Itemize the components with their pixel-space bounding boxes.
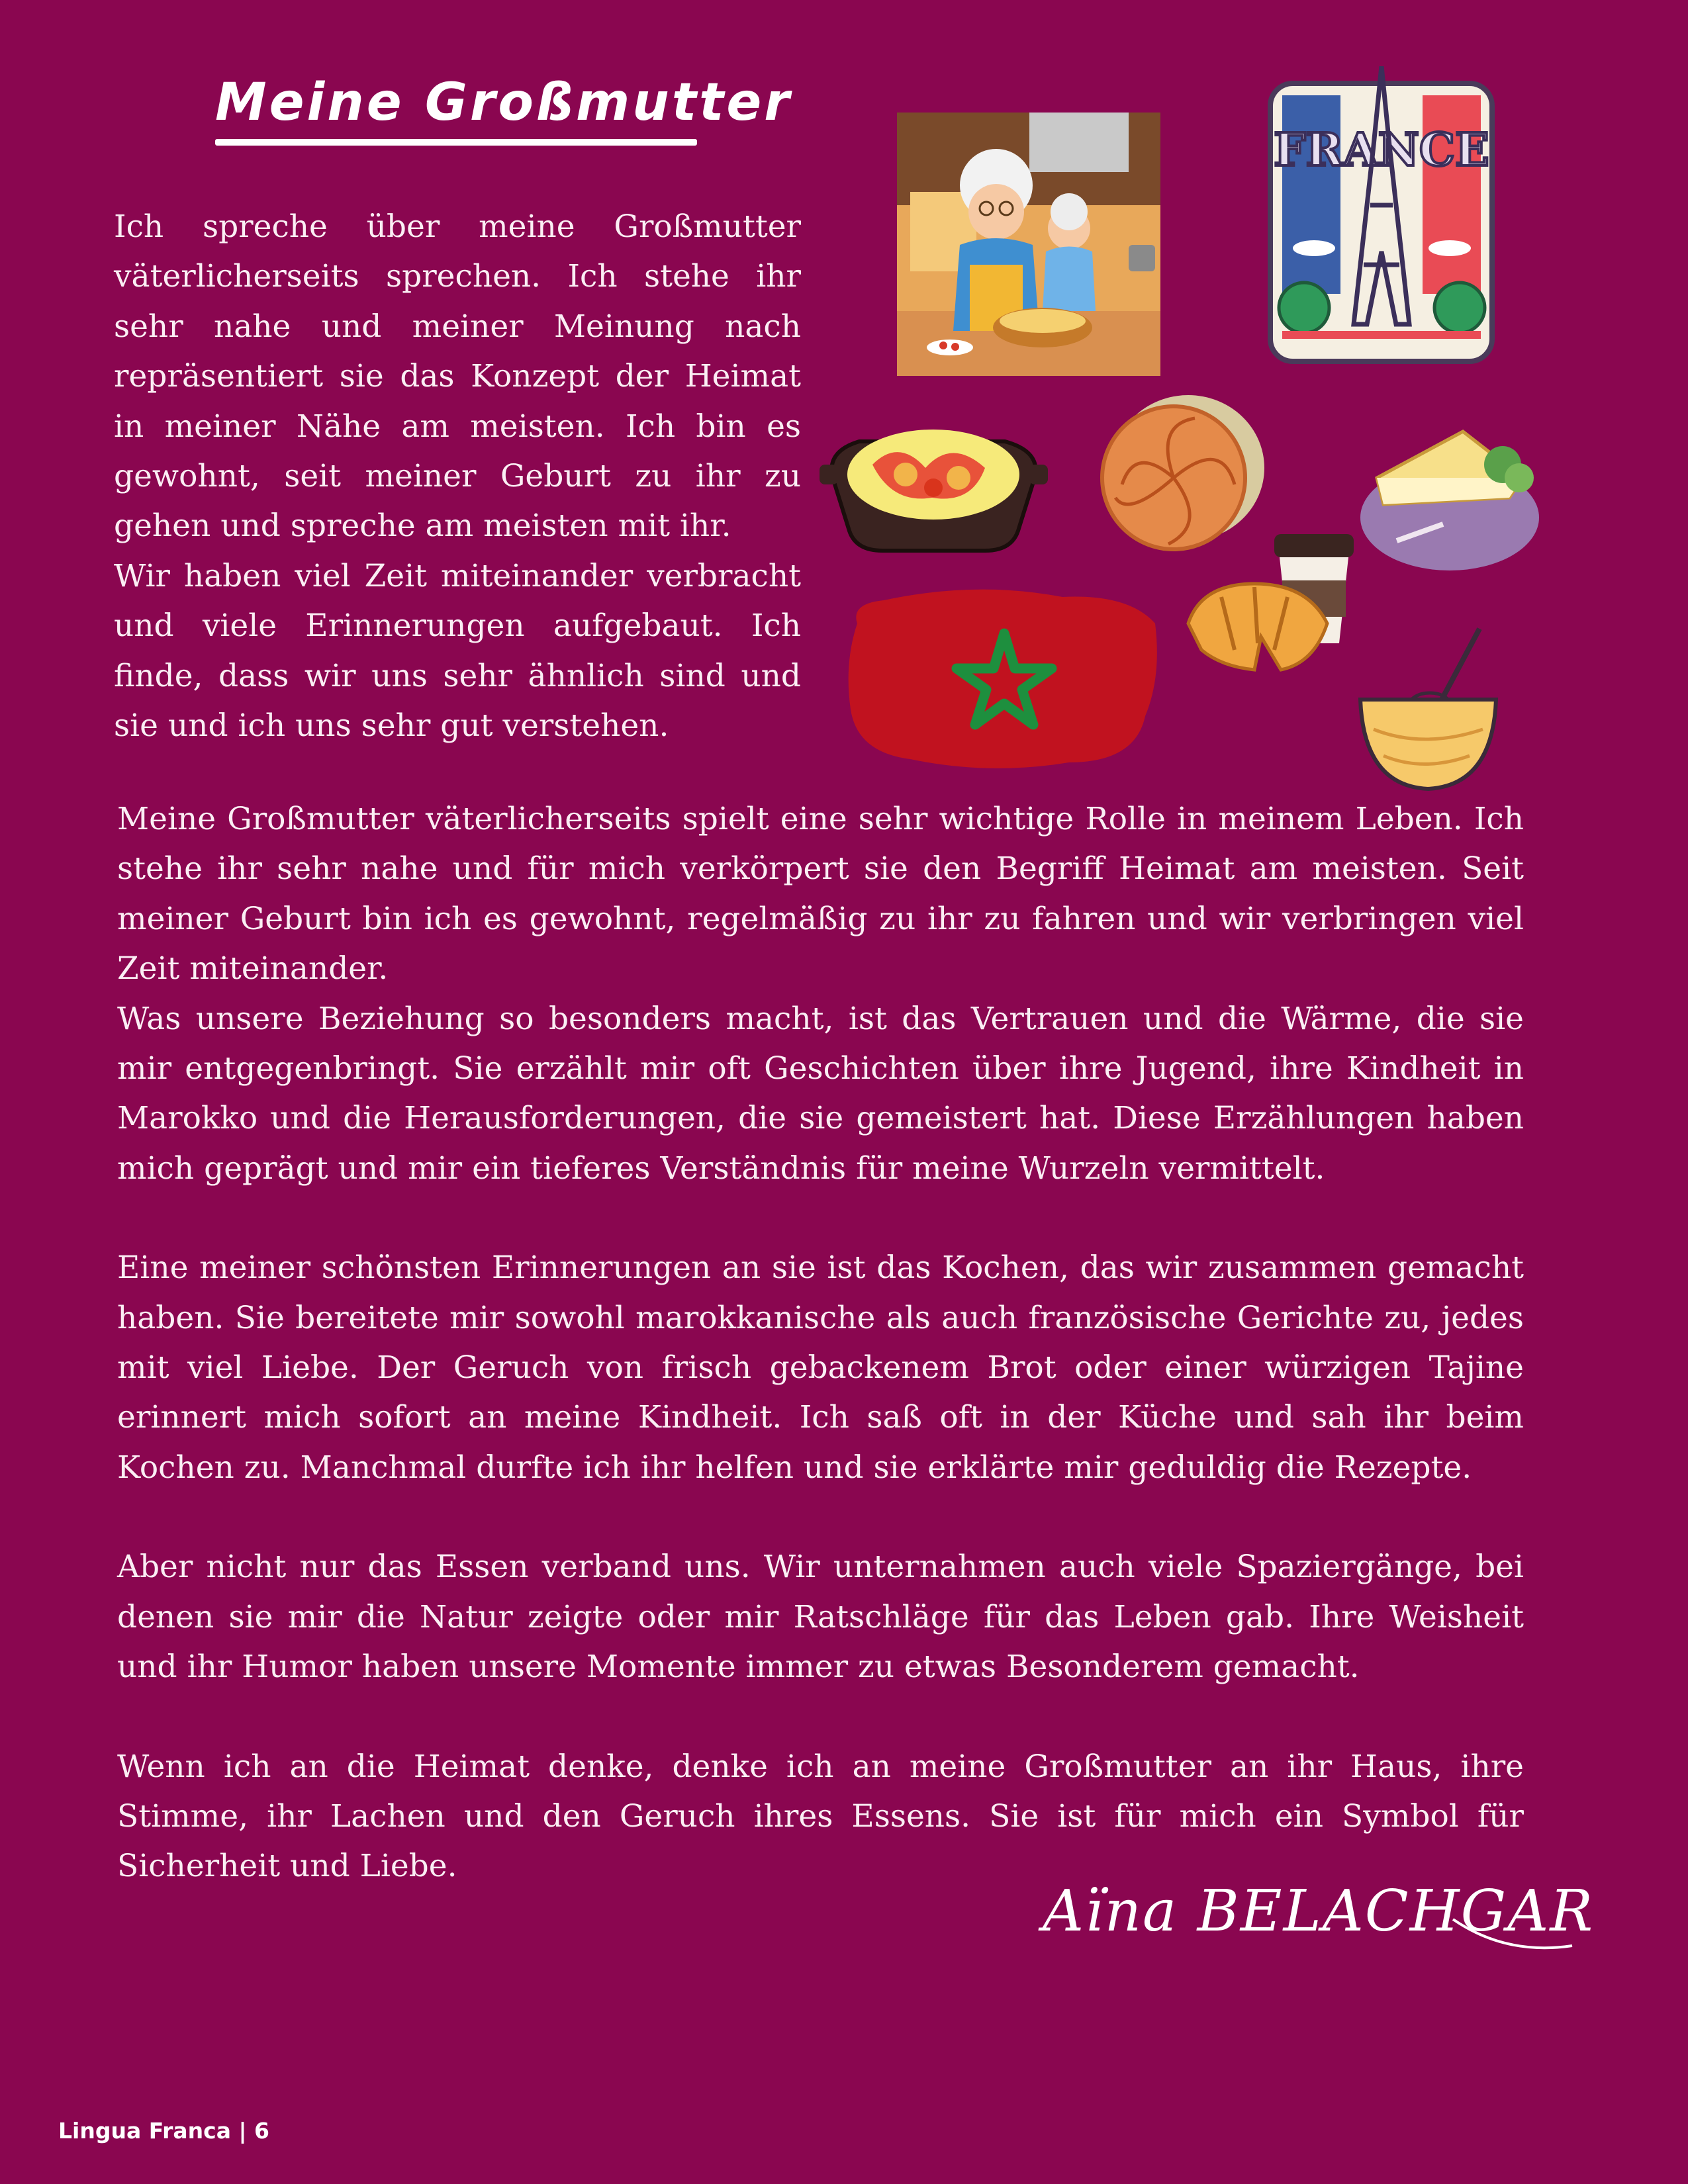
article-body xyxy=(117,794,1524,1891)
morocco-flag xyxy=(844,584,1162,772)
intro-paragraph: Wir haben viel Zeit miteinander verbracht und viele Erinnerungen aufgebaut. Ich finde, dass wir uns sehr ähnlich sind und sie und ich uns sehr gut verstehen. xyxy=(114,557,801,745)
france-sticker xyxy=(1268,66,1496,367)
tarte-pie xyxy=(1096,392,1264,554)
page-footer: Lingua Franca | 6 xyxy=(58,2118,269,2144)
body-paragraph: Eine meiner schönsten Erinnerungen an sie ist das Kochen, das wir zusammen gemacht haben. Sie bereitete mir sowohl marokkanische als auch französische Gerichte zu, jedes mit viel Liebe. Der Geruch von frisch gebackenem Brot oder einer würzigen Tajine erinnert mich sofort an meine Kindheit. Ich saß oft in der Küche und sah ihr beim Kochen zu. Manchmal durfte ich ihr helfen und sie erklärte mir geduldig die Rezepte. xyxy=(117,1250,1524,1486)
body-paragraph: Aber nicht nur das Essen verband uns. Wir unternahmen auch viele Spaziergänge, bei denen sie mir die Natur zeigte oder mir Ratschläge für das Leben gab. Ihre Weisheit und ihr Humor haben unsere Momente immer zu etwas Besonderem gemacht. xyxy=(117,1549,1524,1686)
body-paragraph: Wenn ich an die Heimat denke, denke ich an meine Großmutter an ihr Haus, ihre Stimme, ihr Lachen und den Geruch ihres Essens. Sie ist für mich ein Symbol für Sicherheit und Liebe. xyxy=(117,1748,1524,1885)
mixing-bowl xyxy=(1357,623,1499,792)
author-signature: Aïna BELACHGAR xyxy=(1043,1878,1595,1944)
quiche-slice xyxy=(1357,425,1542,574)
intro-paragraph: Ich spreche über meine Großmutter väterlicherseits sprechen. Ich stehe ihr sehr nahe und meiner Meinung nach repräsentiert sie das Konzept der Heimat in meiner Nähe am meisten. Ich bin es gewohnt, seit meiner Geburt zu ihr zu gehen und spreche am meisten mit ihr. xyxy=(114,208,801,545)
body-paragraph: Meine Großmutter väterlicherseits spielt eine sehr wichtige Rolle in meinem Leben. Ich stehe ihr sehr nahe und für mich verkörpert sie den Begriff Heimat am meisten. Seit meiner Geburt bin ich es gewohnt, regelmäßig zu ihr zu fahren und wir verbringen viel Zeit miteinander. xyxy=(117,801,1524,987)
body-paragraph: Was unsere Beziehung so besonders macht, ist das Vertrauen und die Wärme, die sie mir entgegenbringt. Sie erzählt mir oft Geschichten über ihre Jugend, ihre Kindheit in Marokko und die Herausforderungen, die sie gemeistert hat. Diese Erzählungen haben mich geprägt und mir ein tieferes Verständnis für meine Wurzeln vermittelt. xyxy=(117,1000,1524,1187)
page-title: Meine Großmutter xyxy=(215,73,792,132)
signature-flourish xyxy=(1043,1893,1579,1966)
grandmother-cooking-illustration xyxy=(897,113,1160,376)
france-sticker-text: FRANCE xyxy=(1274,124,1489,177)
tajine-pot xyxy=(820,412,1048,554)
intro-text xyxy=(114,202,801,751)
title-underline xyxy=(215,139,697,146)
croissant xyxy=(1182,570,1334,673)
